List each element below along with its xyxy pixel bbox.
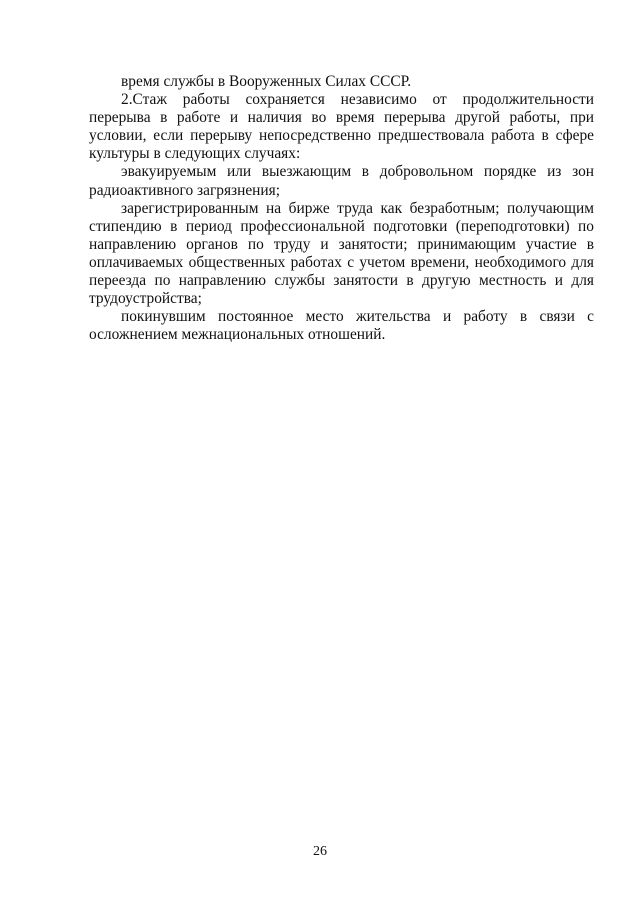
page-number: 26 xyxy=(313,844,327,859)
paragraph-evacuated: эвакуируемым или выезжающим в добровольном порядке из зон радиоактивного загрязнения; xyxy=(89,163,594,199)
paragraph-left-residence: покинувшим постоянное место жительства и работу в связи с осложнением межнациональных отношений. xyxy=(89,308,594,344)
paragraph-registered-unemployed: зарегистрированным на бирже труда как безработным; получающим стипендию в период профессиональной подготовки (переподготовки) по направлению органов по труду и занятости; принимающим участие в оплачиваемых общественных работах с учетом времени, необходимого для переезда по направлению службы занятости в другую местность и для трудоустройства; xyxy=(89,199,594,308)
document-body xyxy=(89,73,594,344)
paragraph-seniority-preserved: 2.Стаж работы сохраняется независимо от продолжительности перерыва в работе и наличия во время перерыва другой работы, при условии, если перерыву непосредственно предшествовала работа в сфере культуры в следующих случаях: xyxy=(89,91,594,163)
paragraph-military-service: время службы в Вооруженных Силах СССР. xyxy=(121,73,412,90)
